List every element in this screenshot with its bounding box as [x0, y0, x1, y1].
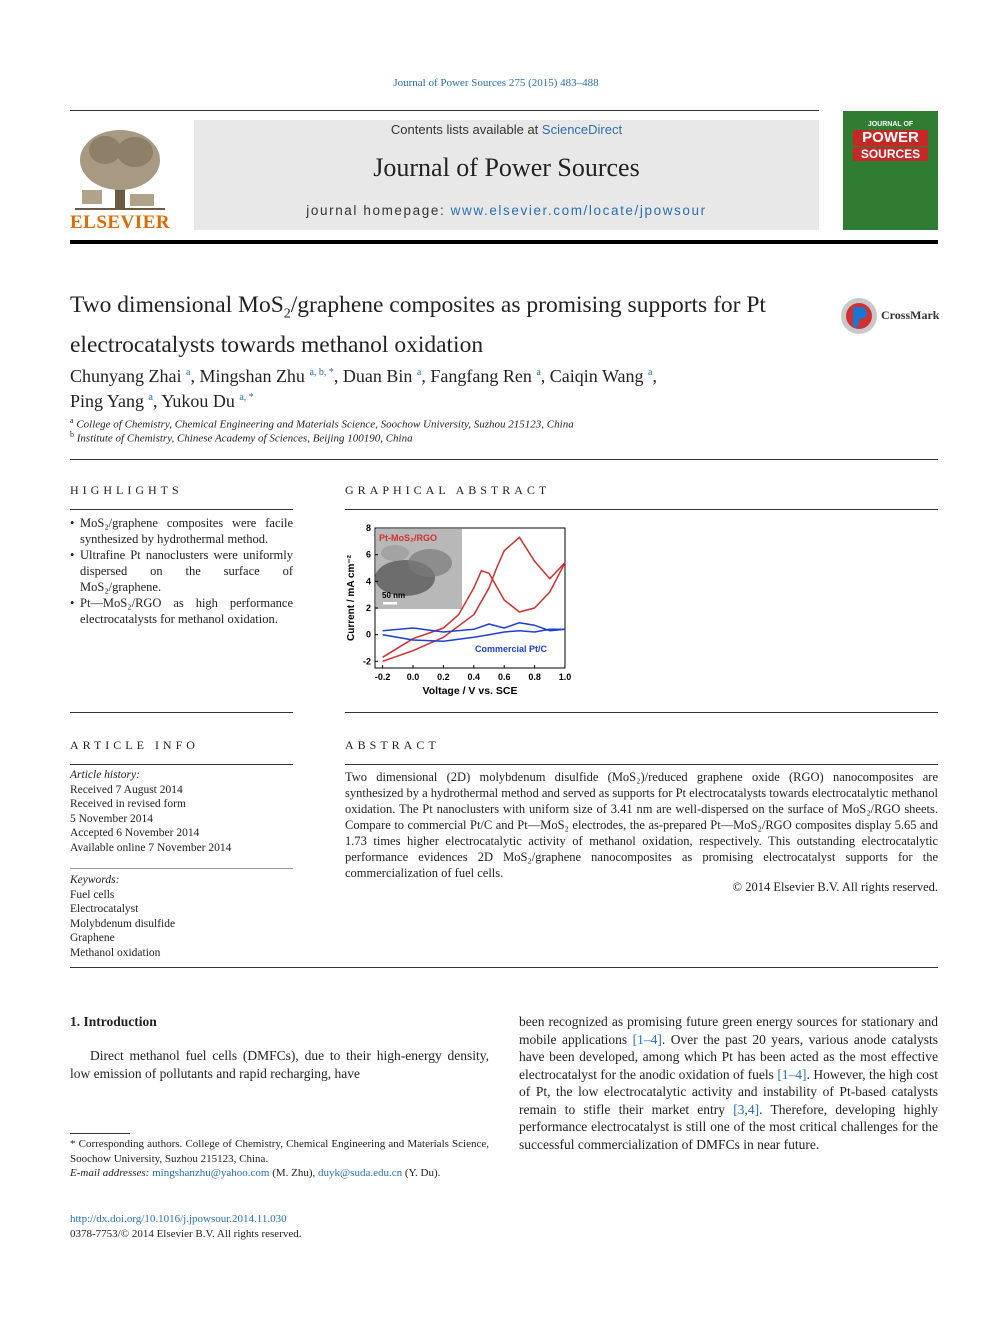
contents-line: [194, 122, 819, 137]
inset-label: Pt-MoS₂/RGO: [379, 533, 437, 543]
keywords: [70, 873, 293, 960]
history-label: Article history:: [70, 769, 140, 781]
crossmark-label: CrossMark: [881, 308, 940, 322]
email-line: E-mail addresses: mingshanzhu@yahoo.com (M. Zhu), duyk@suda.edu.cn (Y. Du).: [70, 1167, 441, 1179]
keyword: Graphene: [70, 932, 115, 944]
keywords-divider: [70, 868, 293, 869]
commercial-label: Commercial Pt/C: [475, 644, 548, 654]
email-link[interactable]: mingshanzhu@yahoo.com: [152, 1167, 270, 1179]
footnote-rule: [70, 1133, 130, 1134]
affiliation: $^b$ Institute of Chemistry, Chinese Academy of Sciences, Beijing 100190, China: [70, 430, 413, 445]
author[interactable]: Caiqin Wang $^a$: [549, 366, 653, 386]
elsevier-logo: [70, 120, 171, 233]
x-tick-label: 0.8: [528, 672, 541, 682]
doi-link[interactable]: http://dx.doi.org/10.1016/j.jpowsour.2014.11.030: [70, 1213, 287, 1225]
abstract-text: Two dimensional (2D) molybdenum disulfide (MoS₂)/reduced graphene oxide (RGO) nanocomposites are synthesized by a hydrothermal method and served as supports for Pt electrocatalysts towards electrocatalytic methanol oxidation. The Pt nanoclusters with uniform size of 3.41 nm are well-dispersed on the surface of MoS₂/RGO sheets. Compare to commercial Pt/C and Pt—MoS₂ electrodes, the as-prepared Pt—MoS₂/RGO composites display 5.65 and 1.73 times higher electrocatalytic activity of methanol oxidation, respectively. This outstanding electrocatalytic performance evidences 2D MoS₂/graphene nanocomposites as promising electrocatalyst supports for the commercialization of fuel cells.: [345, 770, 938, 880]
journal-cover: [843, 111, 938, 230]
graphical-abstract-heading: GRAPHICAL ABSTRACT: [345, 483, 551, 497]
x-tick-label: 0.4: [467, 672, 481, 682]
x-tick-label: 0.0: [406, 672, 420, 682]
scale-bar: [383, 602, 397, 605]
y-tick-label: 0: [365, 629, 371, 640]
author[interactable]: Mingshan Zhu $^{a, b, *}$: [199, 366, 334, 386]
abstract-heading: ABSTRACT: [345, 738, 440, 752]
abstract-copyright: © 2014 Elsevier B.V. All rights reserved.: [732, 880, 938, 894]
email-link[interactable]: duyk@suda.edu.cn: [318, 1167, 403, 1179]
body-divider: [70, 967, 938, 968]
highlight-item: • Pt—MoS₂/RGO as high performance electrocatalysts for methanol oxidation.: [70, 595, 293, 627]
article-history: [70, 768, 293, 855]
section-divider: [70, 459, 938, 460]
y-tick-label: 8: [365, 523, 371, 533]
highlights-rule: [70, 509, 293, 510]
intro-column-2: been recognized as promising future green energy sources for stationary and mobile applications [1–4]. Over the past 20 years, various anode catalysts have been developed, among which Pt has been acted as the most effective electrocatalyst for the anodic oxidation of fuels [1–4]. However, the high cost of Pt, the low electrocatalytic activity and instability of Pt-based catalysts remain to stifle their market entry [3,4]. Therefore, developing highly performance electrocatalyst is still one of the most critical challenges for the successful commercialization of DMFCs in near future.: [519, 1014, 939, 1152]
y-axis-label: Current / mA cm⁻²: [346, 554, 357, 642]
title-subscript: 2: [283, 306, 291, 322]
history-entry: 5 November 2014: [70, 812, 154, 825]
title-part-1: Two dimensional MoS: [70, 292, 284, 318]
homepage-link[interactable]: www.elsevier.com/locate/jpowsour: [450, 203, 707, 218]
scale-label: 50 nm: [382, 591, 406, 600]
keyword: Methanol oxidation: [70, 946, 161, 959]
y-tick-label: 6: [365, 549, 371, 560]
crossmark-icon: [840, 297, 878, 335]
cover-line-2: POWER: [853, 130, 928, 146]
highlights-heading: HIGHLIGHTS: [70, 483, 183, 497]
intro-column-1: Direct methanol fuel cells (DMFCs), due to their high-energy density, low emission of pollutants and rapid recharging, have: [70, 1048, 489, 1081]
author-list: Chunyang Zhai $^a$, Mingshan Zhu $^{a, b, *}$, Duan Bin $^a$, Fangfang Ren $^a$, Caiqin Wang $^a$, Ping Yang $^a$, Yukou Du $^{a, *}$: [70, 366, 657, 411]
author[interactable]: Yukou Du $^{a, *}$: [161, 391, 254, 411]
citation-link[interactable]: [1–4]: [632, 1031, 662, 1047]
history-entry: Received 7 August 2014: [70, 783, 183, 796]
author[interactable]: Ping Yang $^a$: [70, 391, 153, 411]
keyword: Fuel cells: [70, 888, 115, 901]
x-tick-label: 0.6: [497, 672, 511, 682]
contents-prefix: Contents lists available at: [390, 122, 542, 137]
author[interactable]: Fangfang Ren $^a$: [430, 366, 541, 386]
history-entry: Received in revised form: [70, 798, 186, 810]
intro-heading: 1. Introduction: [70, 1014, 157, 1029]
journal-homepage: [194, 203, 819, 218]
issn-line: 0378-7753/© 2014 Elsevier B.V. All rights reserved.: [70, 1228, 302, 1240]
corresponding-authors: * Corresponding authors. College of Chemistry, Chemical Engineering and Materials Science, Soochow University, Suzhou 215123, China.: [70, 1138, 489, 1165]
affiliation: $^a$ College of Chemistry, Chemical Engineering and Materials Science, Soochow University, Suzhou 215123, China: [70, 416, 574, 431]
article-info-heading: ARTICLE INFO: [70, 738, 199, 752]
crossmark-badge[interactable]: [840, 297, 940, 335]
doi-block: [70, 1212, 302, 1242]
keywords-label: Keywords:: [70, 874, 120, 886]
journal-reference[interactable]: Journal of Power Sources 275 (2015) 483–488: [393, 77, 599, 89]
homepage-prefix: journal homepage:: [306, 203, 451, 218]
highlights-list: [70, 515, 293, 627]
journal-masthead: [194, 120, 819, 230]
author[interactable]: Chunyang Zhai $^a$: [70, 366, 191, 386]
article-info-rule: [70, 764, 293, 765]
header-bottom-rule: [70, 240, 938, 244]
author[interactable]: Duan Bin $^a$: [342, 366, 422, 386]
graphical-abstract-bottom-rule: [345, 712, 938, 713]
y-tick-label: -2: [362, 656, 371, 667]
x-axis-label: Voltage / V vs. SCE: [422, 685, 518, 697]
keyword: Molybdenum disulfide: [70, 917, 176, 930]
y-tick-label: 4: [365, 576, 371, 587]
x-tick-label: 0.2: [437, 672, 450, 682]
header-top-rule: [70, 110, 819, 111]
x-tick-label: 1.0: [558, 672, 572, 682]
cover-line-1: JOURNAL OF: [867, 121, 914, 128]
history-entry: Accepted 6 November 2014: [70, 827, 200, 839]
citation-link[interactable]: [3,4]: [733, 1101, 760, 1117]
abstract-rule: [345, 764, 938, 765]
journal-title: Journal of Power Sources: [373, 153, 640, 182]
cover-line-3: SOURCES: [853, 147, 928, 161]
citation-link[interactable]: [1–4]: [777, 1066, 807, 1082]
y-tick-label: 2: [365, 603, 371, 613]
sciencedirect-link[interactable]: ScienceDirect: [541, 122, 623, 137]
x-tick-label: -0.2: [374, 672, 391, 682]
highlight-item: • Ultrafine Pt nanoclusters were uniformly dispersed on the surface of MoS₂/graphene.: [70, 547, 293, 595]
elsevier-wordmark: ELSEVIER: [70, 212, 171, 233]
highlights-bottom-rule: [70, 712, 293, 713]
graphical-abstract-rule: [345, 509, 938, 510]
keyword: Electrocatalyst: [70, 903, 139, 915]
title-part-2: /graphene composites as promising supports for Pt electrocatalysts towards methanol oxidation: [70, 292, 766, 358]
history-entry: Available online 7 November 2014: [70, 841, 232, 854]
article-title: [70, 290, 830, 360]
highlight-item: • MoS₂/graphene composites were facile synthesized by hydrothermal method.: [70, 515, 293, 547]
corresponding-footnote: [70, 1137, 489, 1181]
cv-chart: [345, 518, 575, 698]
cv-chart-svg: [345, 518, 575, 698]
